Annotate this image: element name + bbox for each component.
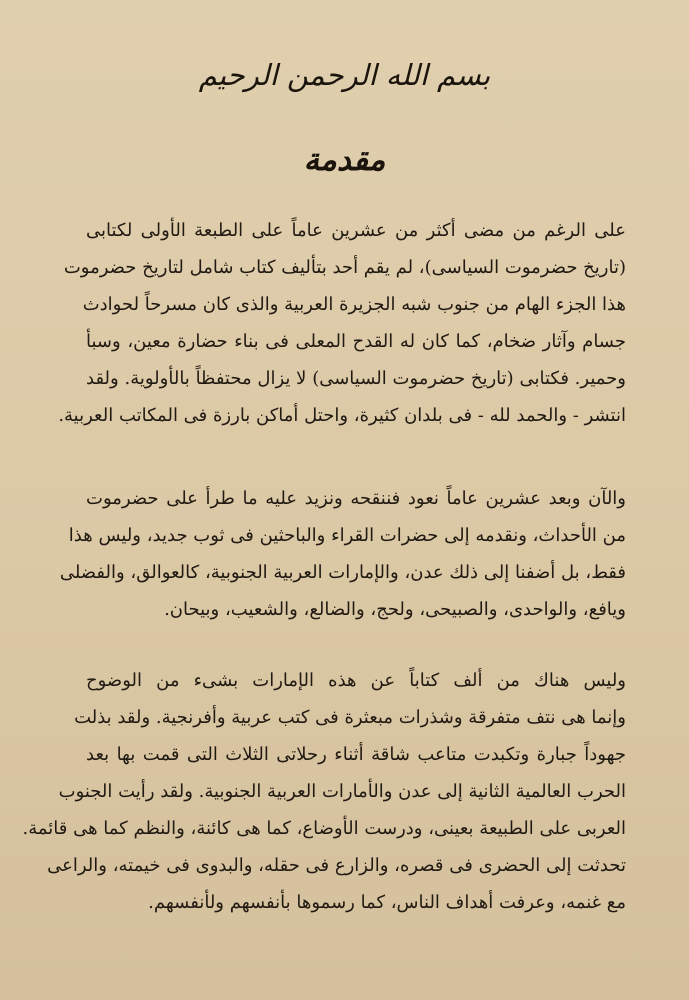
text-line: الحرب العالمية الثانية إلى عدن والأمارات العربية الجنوبية. ولقد رأيت الجنوب xyxy=(58,781,626,802)
text-line: على الرغم من مضى أكثر من عشرين عاماً على الطبعة الأولى لكتابى xyxy=(86,220,626,241)
text-line: وحمير. فكتابى (تاريخ حضرموت السياسى) لا يزال محتفظاً بالأولوية. ولقد xyxy=(86,368,626,389)
basmala-heading: بسم الله الرحمن الرحيم xyxy=(198,58,491,92)
text-line: (تاريخ حضرموت السياسى)، لم يقم أحد بتأليف كتاب شامل لتاريخ حضرموت xyxy=(63,257,626,278)
text-line: العربى على الطبيعة بعينى، ودرست الأوضاع، كما هى كائنة، والنظم كما هى قائمة. xyxy=(22,818,626,839)
text-line: وإنما هى نتف متفرقة وشذرات مبعثرة فى كتب عربية وأفرنجية. ولقد بذلت xyxy=(74,707,626,728)
paragraph-2 xyxy=(59,480,626,628)
paragraph-1 xyxy=(58,212,626,434)
text-line: ويافع، والواحدى، والصبيحى، ولحج، والضالع، والشعيب، وبيحان. xyxy=(164,599,626,620)
text-line: والآن وبعد عشرين عاماً نعود فننقحه ونزيد عليه ما طرأ على حضرموت xyxy=(86,488,626,509)
paragraph-3 xyxy=(22,662,626,921)
text-line: جهوداً جبارة وتكبدت متاعب شاقة أثناء رحلاتى الثلاث التى قمت بها بعد xyxy=(86,744,626,765)
text-line: جسام وآثار ضخام، كما كان له القدح المعلى فى بناء حضارة معين، وسبأ xyxy=(86,331,626,352)
page-title: مقدمة xyxy=(303,142,386,178)
text-line: من الأحداث، ونقدمه إلى حضرات القراء والباحثين فى ثوب جديد، وليس هذا xyxy=(68,525,626,546)
text-line: وليس هناك من ألف كتاباً عن هذه الإمارات بشىء من الوضوح xyxy=(86,670,626,691)
text-line: هذا الجزء الهام من جنوب شبه الجزيرة العربية والذى كان مسرحاً لحوادث xyxy=(82,294,626,315)
text-line: فقط، بل أضفنا إلى ذلك عدن، والإمارات العربية الجنوبية، كالعوالق، والفضلى xyxy=(59,562,626,583)
text-line: انتشر - والحمد لله - فى بلدان كثيرة، واحتل أماكن بارزة فى المكاتب العربية. xyxy=(58,405,626,426)
text-line: تحدثت إلى الحضرى فى قصره، والزارع فى حقله، والبدوى فى خيمته، والراعى xyxy=(47,855,626,876)
text-line: مع غنمه، وعرفت أهداف الناس، كما رسموها بأنفسهم ولأنفسهم. xyxy=(148,892,626,913)
